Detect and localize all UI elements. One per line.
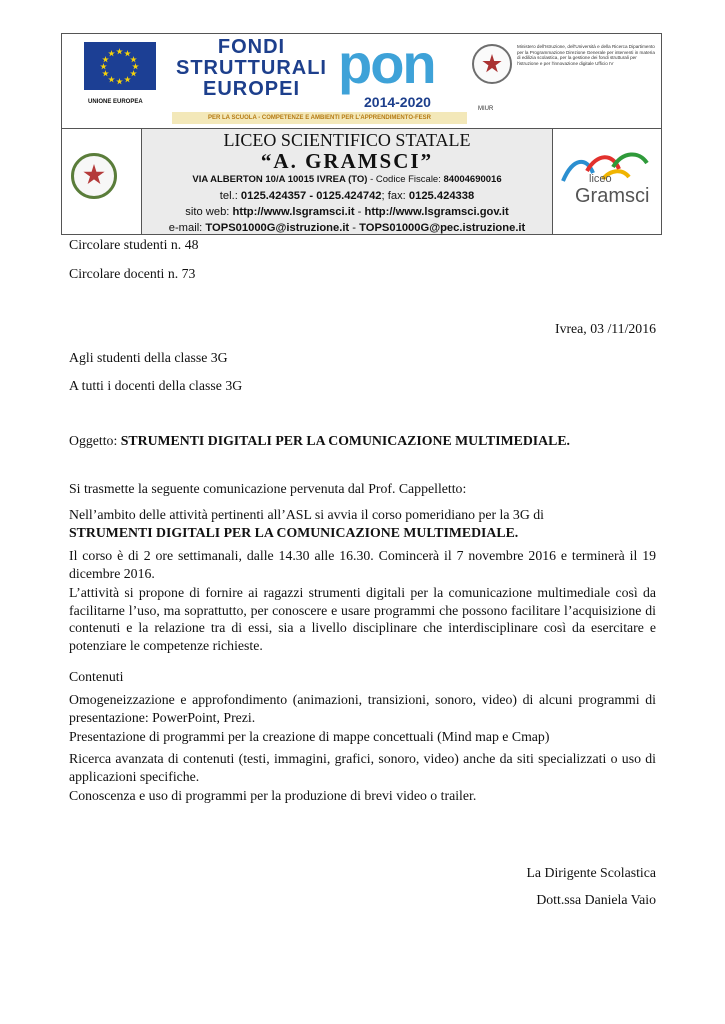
school-email-2[interactable]: TOPS01000G@pec.istruzione.it [359,222,526,234]
pon-word: pon [338,32,435,95]
miur-label: MIUR [478,106,494,112]
fondi-line1: FONDI [217,36,286,58]
school-web-line: sito web: http://www.lsgramsci.it - http://www.lsgramsci.gov.it [185,206,509,218]
eu-logo [76,42,162,105]
logo-gramsci-text: Gramsci [575,185,650,207]
recipient-teachers: A tutti i docenti della classe 3G [69,378,243,393]
course-title: STRUMENTI DIGITALI PER LA COMUNICAZIONE MULTIMEDIALE. [69,524,519,540]
intro-text: Si trasmette la seguente comunicazione pervenuta dal Prof. Cappelletto: [69,481,467,496]
school-info [141,129,553,234]
school-phone-line: tel.: 0125.424357 - 0125.424742; fax: 0125.424338 [219,190,475,202]
circolare-studenti: Circolare studenti n. 48 [69,237,199,252]
school-address: VIA ALBERTON 10/A 10015 IVREA (TO) [192,174,368,185]
paragraph-description: L’attività si propone di fornire ai ragazzi strumenti digitali per la comunicazione multimediale così da facilitarne l’uso, ma soprattutto, per conoscere e usare programmi che possono facilitare l’acquisizione di contenuti e la relazione tra di essi, sia a livello disciplinare che interdisciplinare così da esercitare e potenziare le competenze richieste. [69,585,656,653]
school-name: LICEO SCIENTIFICO STATALE [223,130,471,150]
miur-ministry-text: Ministero dell'Istruzione, dell'Università e della Ricerca Dipartimento per la Programmazione Direzione Generale per interventi in materia di edilizia scolastica, per la gestione dei fondi strutturali per l'istruzione e per l'innovazione digitale Ufficio IV [517,44,655,66]
pon-logo [334,32,462,110]
circolare-docenti: Circolare docenti n. 73 [69,266,196,281]
eu-flag-icon [84,42,156,90]
contenuti-item: Presentazione di programmi per la creazione di mappe concettuali (Mind map e Cmap) [69,729,550,744]
subject-text: STRUMENTI DIGITALI PER LA COMUNICAZIONE MULTIMEDIALE. [120,433,570,448]
fondi-strutturali-logo [174,37,329,100]
school-web-link-2[interactable]: http://www.lsgramsci.gov.it [364,206,509,218]
contenuti-item: Omogeneizzazione e approfondimento (animazioni, transizioni, sonoro, video) di alcuni programmi di presentazione: PowerPoint, Prezi. [69,692,656,725]
paragraph-asl [69,506,656,541]
contenuti-title: Contenuti [69,669,124,684]
subject-line [69,432,570,449]
school-gramsci: “A. GRAMSCI” [260,149,434,173]
school-tel: 0125.424357 - 0125.424742 [240,190,382,202]
paragraph-schedule: Il corso è di 2 ore settimanali, dalle 14.30 alle 16.30. Comincerà il 7 novembre 2016 e terminerà il 19 dicembre 2016. [69,548,656,581]
letterhead [61,33,662,235]
signature-title: La Dirigente Scolastica [526,865,656,880]
fesr-strip: PER LA SCUOLA - COMPETENZE E AMBIENTI PER L'APPRENDIMENTO-FESR [172,112,467,124]
paragraph-asl-text: Nell’ambito delle attività pertinenti all’ASL si avvia il corso pomeridiano per la 3G di [69,507,544,522]
signature-name: Dott.ssa Daniela Vaio [536,892,656,907]
school-address-line: VIA ALBERTON 10/A 10015 IVREA (TO) - Codice Fiscale: 84004690016 [192,174,502,185]
school-header [62,129,661,234]
pon-banner [62,34,661,129]
school-email-1[interactable]: TOPS01000G@istruzione.it [205,222,350,234]
contenuti-item: Ricerca avanzata di contenuti (testi, immagini, grafici, sonoro, video) anche da siti specializzati o uso di applicazioni specifiche. [69,751,656,784]
school-fax: 0125.424338 [408,190,475,202]
logo-liceo-text: liceo [589,173,612,185]
recipient-students: Agli studenti della classe 3G [69,350,228,365]
subject-label: Oggetto: [69,433,121,448]
republic-emblem-icon [472,44,512,84]
letter-date: Ivrea, 03 /11/2016 [554,321,656,336]
republic-emblem-icon [71,153,117,203]
eu-label: UNIONE EUROPEA [88,99,143,105]
school-web-link-1[interactable]: http://www.lsgramsci.it [232,206,355,218]
liceo-gramsci-logo [557,147,657,219]
school-email-line: e-mail: TOPS01000G@istruzione.it - TOPS01000G@pec.istruzione.it [168,222,526,234]
fondi-line2: STRUTTURALI [176,57,327,79]
contenuti-item: Conoscenza e uso di programmi per la produzione di brevi video o trailer. [69,788,477,803]
fondi-line3: EUROPEI [202,78,301,100]
school-cf: 84004690016 [443,174,502,185]
pon-years: 2014-2020 [364,94,431,110]
